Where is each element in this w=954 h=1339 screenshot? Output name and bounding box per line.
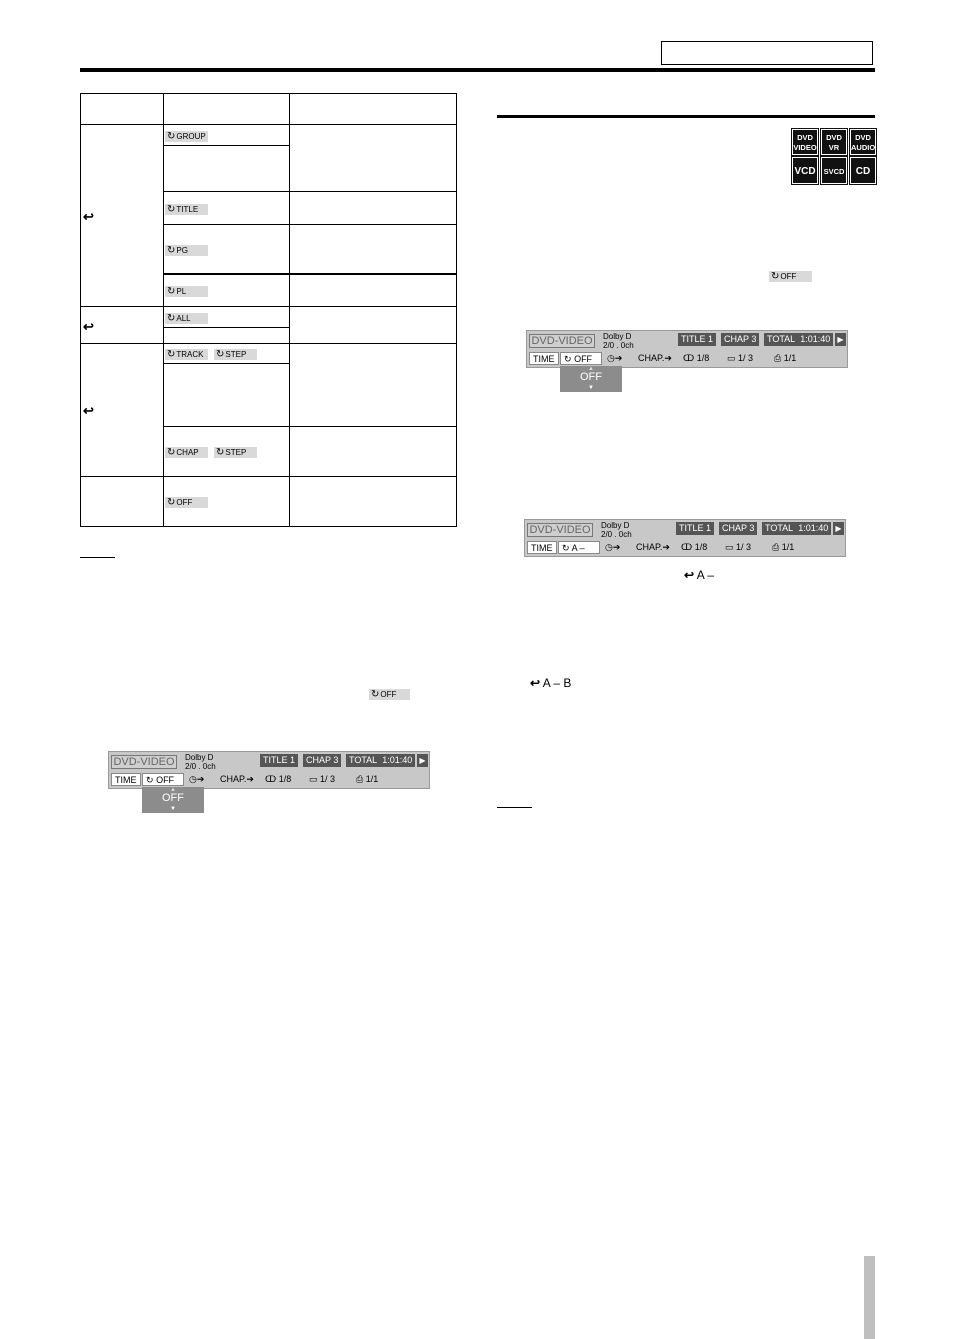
audio-track[interactable]: ↀ 1/8 — [683, 353, 710, 363]
time-search-icon[interactable]: ◷➔ — [607, 353, 623, 363]
repeat-icon: ↻ — [167, 349, 176, 360]
total-time: TOTAL 1:01:40 — [346, 754, 415, 767]
up-arrow-icon[interactable]: ▲ — [588, 366, 594, 372]
down-arrow-icon[interactable]: ▼ — [588, 385, 594, 391]
table-line — [163, 426, 457, 427]
badge-vcd: VCD — [792, 157, 818, 184]
section-rule — [497, 115, 875, 118]
repeat-mode-chip: ↻PG — [165, 245, 208, 256]
notes-rule — [497, 807, 532, 808]
chapter-search[interactable]: CHAP.➔ — [636, 542, 670, 552]
table-border-top — [80, 93, 457, 94]
repeat-icon: ↻ — [167, 204, 176, 215]
repeat-icon: ↻ — [771, 271, 780, 282]
header-rule — [80, 68, 875, 72]
repeat-icon: ↻ — [167, 286, 176, 297]
table-row-rule — [80, 476, 457, 477]
table-line — [163, 224, 457, 225]
audio-format: Dolby D 2/0 . 0ch — [185, 753, 216, 771]
chapter-search[interactable]: CHAP.➔ — [220, 774, 254, 784]
badge-cd: CD — [850, 157, 876, 184]
badge-svcd: SVCD — [821, 157, 847, 184]
repeat-arrow-icon: ↩ — [83, 319, 94, 334]
table-col-sep-2 — [289, 93, 290, 527]
badge-dvd-audio: DVD AUDIO — [850, 129, 876, 155]
repeat-icon: ↻ — [562, 543, 570, 553]
time-button[interactable]: TIME — [111, 773, 141, 786]
notes-rule — [80, 557, 115, 558]
table-border-bottom — [80, 526, 457, 527]
play-icon: ▶ — [833, 522, 844, 535]
repeat-field[interactable]: ↻ A – — [558, 541, 600, 554]
play-icon: ▶ — [835, 333, 846, 346]
chapter-indicator: CHAP 3 — [719, 522, 757, 535]
repeat-field[interactable]: ↻ OFF — [142, 773, 184, 786]
camera-icon: ⎙ — [356, 774, 364, 784]
table-border-right — [456, 93, 457, 527]
repeat-icon: ↻ — [167, 131, 176, 142]
chapter-search[interactable]: CHAP.➔ — [638, 353, 672, 363]
audio-format: Dolby D 2/0 . 0ch — [603, 332, 634, 350]
audio-icon: ↀ — [265, 774, 277, 784]
table-line — [163, 327, 289, 328]
audio-format: Dolby D 2/0 . 0ch — [601, 521, 632, 539]
repeat-icon: ↻ — [167, 313, 176, 324]
badge-dvd-vr: DVD VR — [821, 129, 847, 155]
header-box — [661, 41, 873, 65]
table-line — [163, 191, 457, 192]
osd-bar — [108, 751, 430, 789]
camera-icon: ⎙ — [774, 353, 782, 363]
time-search-icon[interactable]: ◷➔ — [605, 542, 621, 552]
repeat-icon: ↻ — [371, 689, 380, 700]
repeat-mode-chip: ↻OFF — [165, 497, 208, 508]
title-indicator: TITLE 1 — [676, 522, 714, 535]
repeat-arrow-icon: ↩ — [83, 209, 94, 224]
repeat-arrow-icon: ↩ — [684, 568, 695, 582]
table-row-rule — [80, 343, 457, 344]
chapter-indicator: CHAP 3 — [721, 333, 759, 346]
angle[interactable]: ⎙ 1/1 — [772, 542, 795, 552]
repeat-icon: ↻ — [167, 497, 176, 508]
table-line — [163, 273, 457, 275]
angle[interactable]: ⎙ 1/1 — [774, 353, 797, 363]
up-arrow-icon[interactable]: ▲ — [170, 787, 176, 793]
table-header-rule — [80, 124, 457, 125]
repeat-icon: ↻ — [216, 349, 225, 360]
repeat-off-chip: ↻OFF — [369, 689, 410, 700]
table-col-sep-1 — [163, 93, 164, 527]
badge-dvd-video: DVD VIDEO — [792, 129, 818, 155]
osd-bar — [526, 330, 848, 368]
repeat-mode-chip: ↻STEP — [214, 447, 257, 458]
repeat-mode-chip: ↻TITLE — [165, 204, 208, 215]
table-border-left — [80, 93, 81, 527]
down-arrow-icon[interactable]: ▼ — [170, 806, 176, 812]
time-search-icon[interactable]: ◷➔ — [189, 774, 205, 784]
subtitle-icon: ▭ — [725, 542, 734, 552]
repeat-arrow-icon: ↩ — [83, 403, 94, 418]
repeat-mode-chip: ↻TRACK — [165, 349, 208, 360]
repeat-field[interactable]: ↻ OFF — [560, 352, 602, 365]
repeat-icon: ↻ — [146, 775, 154, 785]
repeat-icon: ↻ — [564, 354, 572, 364]
subtitle[interactable]: ▭ 1/ 3 — [727, 353, 754, 363]
repeat-mode-chip: ↻PL — [165, 286, 208, 297]
play-icon: ▶ — [417, 754, 428, 767]
subtitle[interactable]: ▭ 1/ 3 — [309, 774, 336, 784]
ab-repeat-a-indicator: ↩ A – — [684, 568, 715, 582]
audio-track[interactable]: ↀ 1/8 — [265, 774, 292, 784]
repeat-dropdown[interactable]: ▲ OFF ▼ — [142, 787, 204, 813]
repeat-off-chip: ↻OFF — [769, 271, 812, 282]
repeat-dropdown[interactable]: ▲ OFF ▼ — [560, 366, 622, 392]
table-row-rule — [80, 306, 457, 307]
repeat-mode-chip: ↻STEP — [214, 349, 257, 360]
osd-bar — [524, 519, 846, 557]
side-tab — [864, 1256, 875, 1339]
angle[interactable]: ⎙ 1/1 — [356, 774, 379, 784]
total-time: TOTAL 1:01:40 — [762, 522, 831, 535]
table-line — [163, 145, 289, 146]
repeat-mode-chip: ↻ALL — [165, 313, 208, 324]
subtitle[interactable]: ▭ 1/ 3 — [725, 542, 752, 552]
ab-repeat-ab-indicator: ↩ A – B — [530, 676, 572, 690]
audio-icon: ↀ — [683, 353, 695, 363]
audio-icon: ↀ — [681, 542, 693, 552]
subtitle-icon: ▭ — [309, 774, 318, 784]
table-line — [163, 363, 289, 364]
disc-type-label: DVD-VIDEO — [111, 755, 177, 769]
repeat-icon: ↻ — [216, 447, 225, 458]
title-indicator: TITLE 1 — [678, 333, 716, 346]
subtitle-icon: ▭ — [727, 353, 736, 363]
repeat-icon: ↻ — [167, 245, 176, 256]
chapter-indicator: CHAP 3 — [303, 754, 341, 767]
repeat-icon: ↻ — [167, 447, 176, 458]
time-button[interactable]: TIME — [527, 541, 557, 554]
camera-icon: ⎙ — [772, 542, 780, 552]
repeat-mode-chip: ↻GROUP — [165, 131, 208, 142]
disc-type-label: DVD-VIDEO — [529, 334, 595, 348]
title-indicator: TITLE 1 — [260, 754, 298, 767]
disc-type-label: DVD-VIDEO — [527, 523, 593, 537]
repeat-arrow-icon: ↩ — [530, 676, 541, 690]
repeat-mode-chip: ↻CHAP — [165, 447, 208, 458]
time-button[interactable]: TIME — [529, 352, 559, 365]
audio-track[interactable]: ↀ 1/8 — [681, 542, 708, 552]
total-time: TOTAL 1:01:40 — [764, 333, 833, 346]
